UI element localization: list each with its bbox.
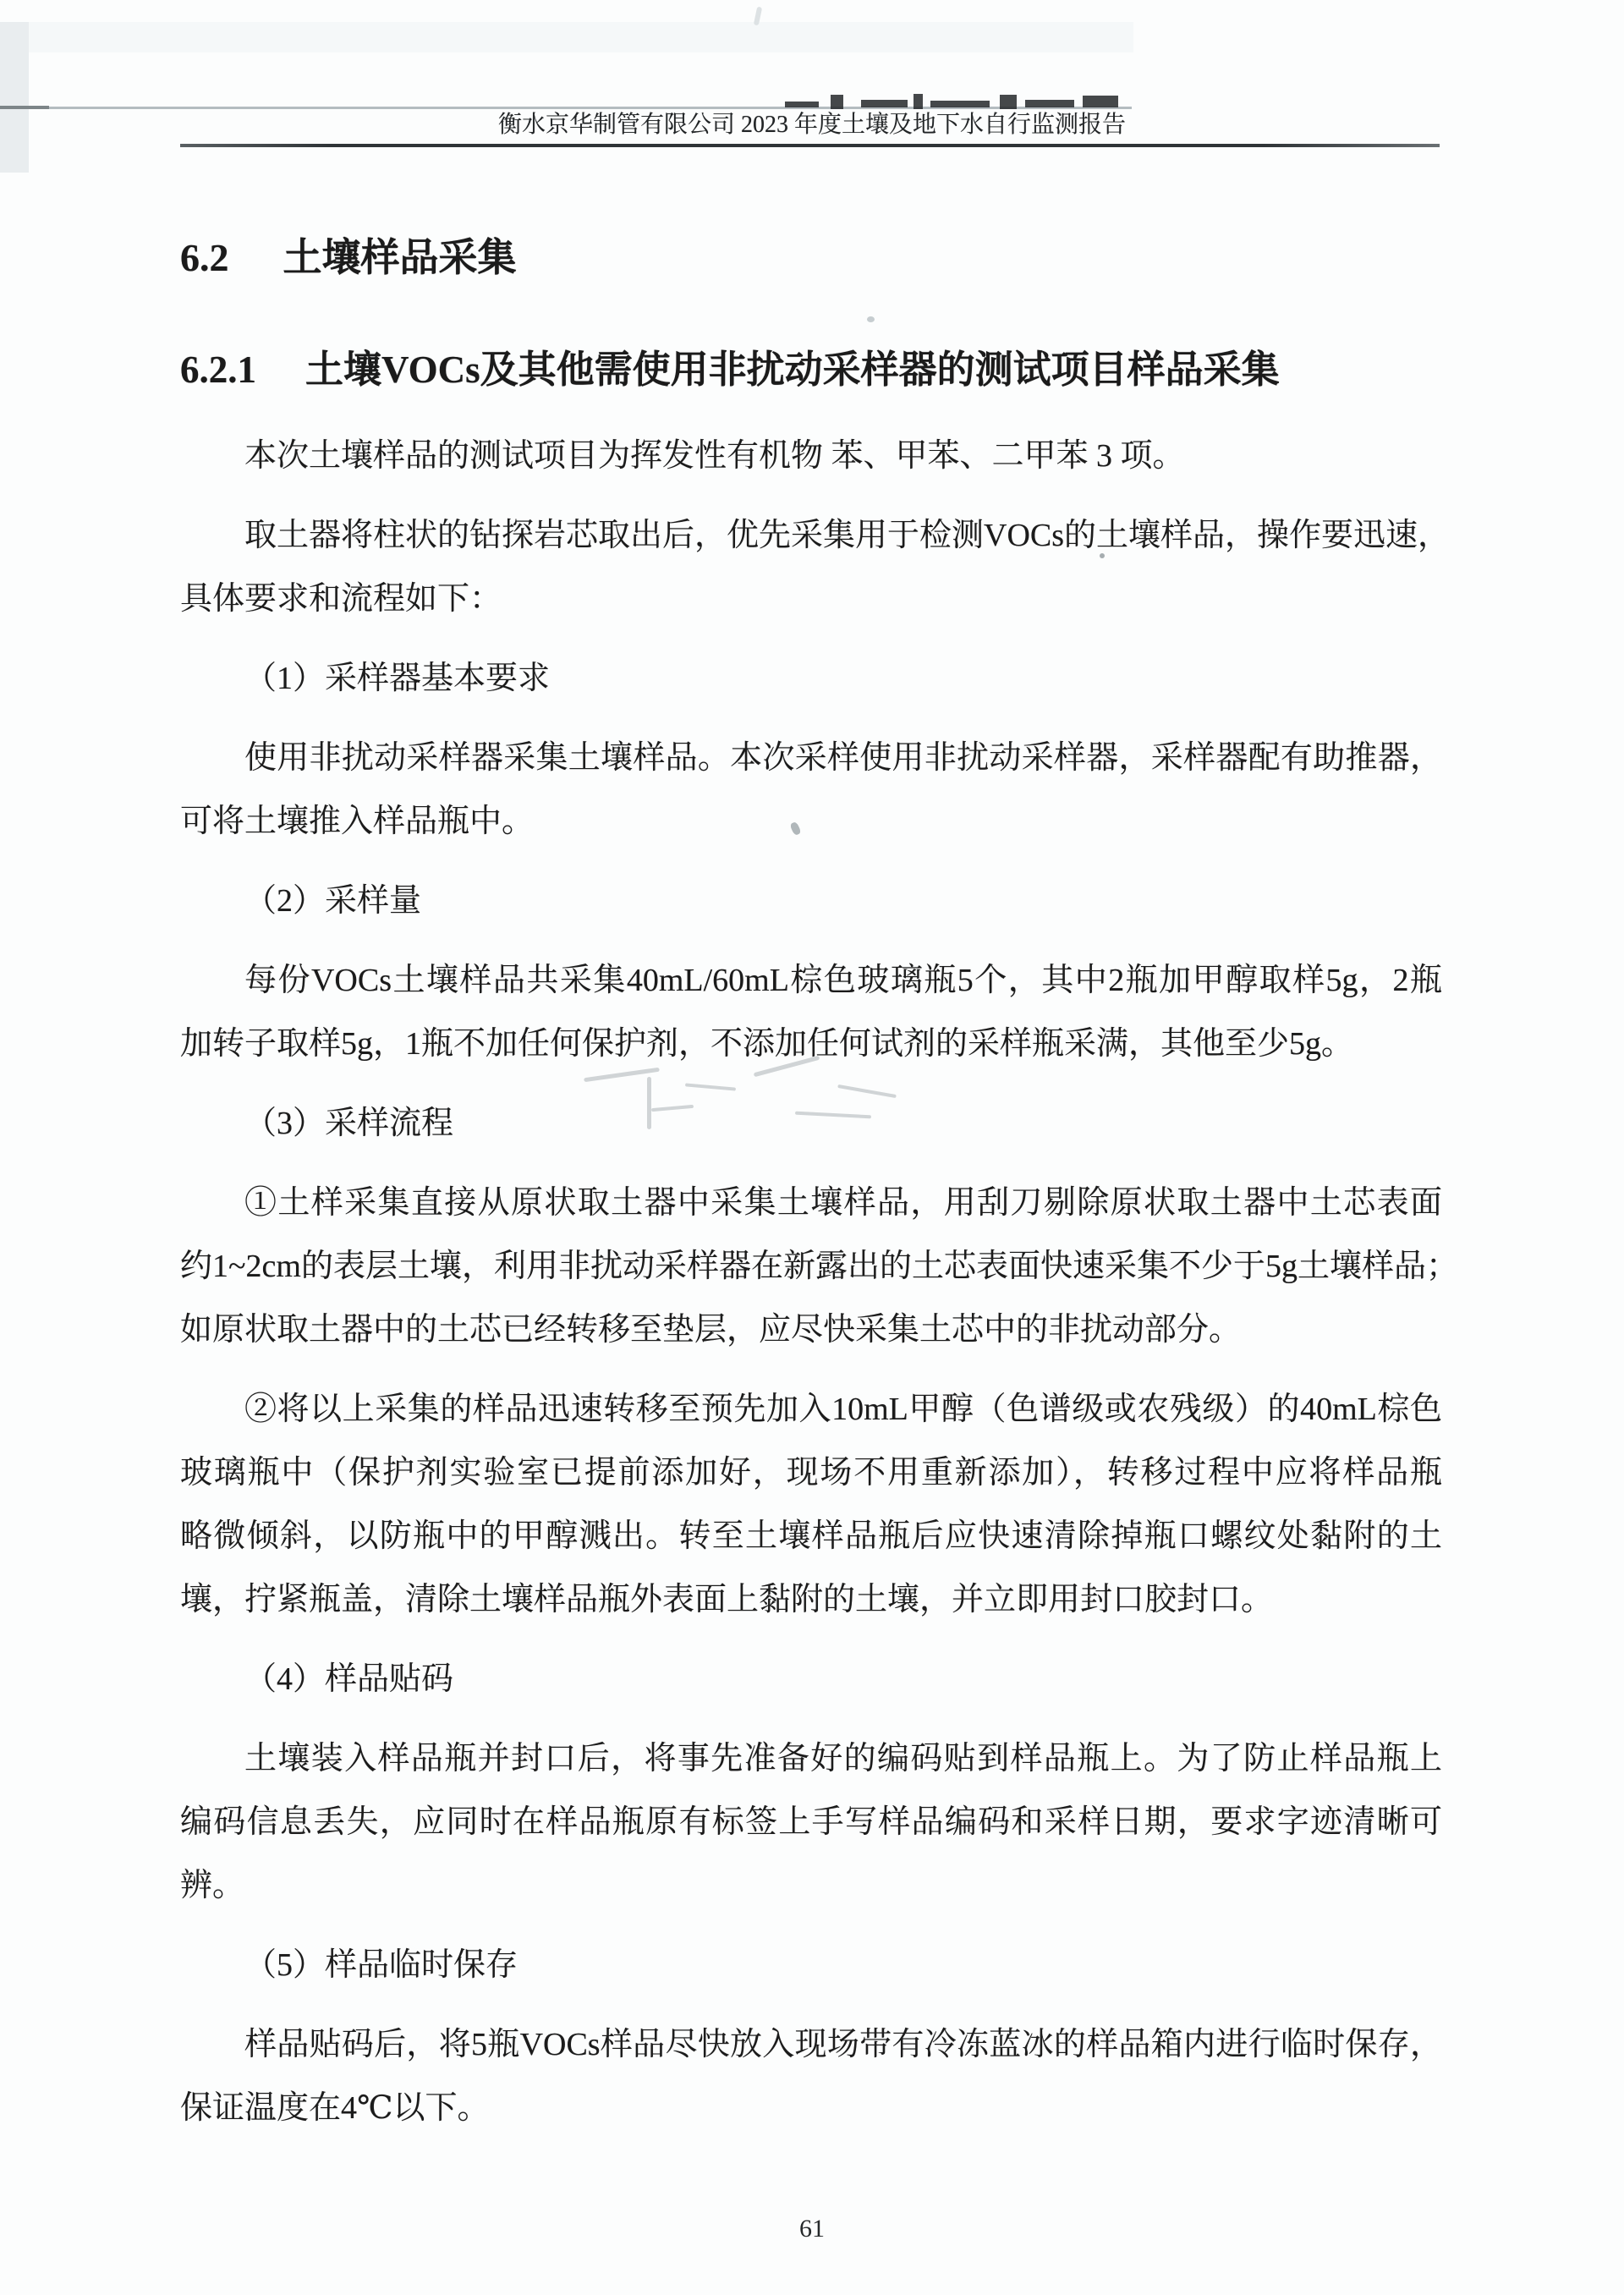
list-item-heading: （2）采样量: [244, 883, 422, 919]
body-line: 保证温度在4℃以下。: [180, 2090, 490, 2126]
body-line: 编码信息丢失，应同时在样品瓶原有标签上手写样品编码和采样日期，要求字迹清晰可: [180, 1804, 1442, 1840]
body-line: ②将以上采集的样品迅速转移至预先加入10mL甲醇（色谱级或农残级）的40mL棕色: [244, 1392, 1442, 1427]
body-line: 具体要求和流程如下：: [180, 581, 502, 617]
list-item-heading: （5）样品临时保存: [244, 1947, 518, 1983]
body-line: 辨。: [180, 1868, 245, 1903]
body-line: 玻璃瓶中（保护剂实验室已提前添加好，现场不用重新添加），转移过程中应将样品瓶: [180, 1455, 1442, 1491]
body-line: 取土器将柱状的钻探岩芯取出后，优先采集用于检测VOCs的土壤样品，操作要迅速，: [244, 518, 1451, 553]
body-line: 本次土壤样品的测试项目为挥发性有机物 苯、甲苯、二甲苯 3 项。: [244, 438, 1185, 474]
body-line: 每份VOCs土壤样品共采集40mL/60mL棕色玻璃瓶5个，其中2瓶加甲醇取样5g，2瓶: [244, 963, 1442, 998]
header-rule-dark: [180, 144, 1440, 147]
header-rule-light-tip: [0, 106, 49, 109]
body-line: 土壤装入样品瓶并封口后，将事先准备好的编码贴到样品瓶上。为了防止样品瓶上: [244, 1741, 1442, 1776]
scan-shading-band: [0, 22, 1133, 52]
section-heading-6-2: [180, 238, 517, 278]
scan-speck: [867, 316, 875, 322]
body-line: 约1~2cm的表层土壤，利用非扰动采样器在新露出的土芯表面快速采集不少于5g土壤样品；: [180, 1249, 1458, 1284]
section-number: 6.2: [180, 236, 229, 279]
subsection-number: 6.2.1: [180, 349, 256, 391]
body-line: 如原状取土器中的土芯已经转移至垫层，应尽快采集土芯中的非扰动部分。: [180, 1312, 1242, 1348]
list-item-heading: （1）采样器基本要求: [244, 661, 551, 696]
scan-artifact-smudge-row: [778, 93, 1142, 113]
body-line: 样品贴码后，将5瓶VOCs样品尽快放入现场带有冷冻蓝冰的样品箱内进行临时保存，: [244, 2027, 1442, 2062]
list-item-heading: （4）样品贴码: [244, 1661, 454, 1697]
body-line: 加转子取样5g，1瓶不加任何保护剂，不添加任何试剂的采样瓶采满，其他至少5g。: [180, 1026, 1354, 1062]
subsection-heading-6-2-1: [180, 349, 1280, 390]
body-line: 使用非扰动采样器采集土壤样品。本次采样使用非扰动采样器，采样器配有助推器，: [244, 740, 1442, 776]
body-line: 略微倾斜，以防瓶中的甲醇溅出。转至土壤样品瓶后应快速清除掉瓶口螺纹处黏附的土: [180, 1518, 1442, 1554]
scan-speck: [1100, 553, 1105, 558]
page-header-title: 衡水京华制管有限公司 2023 年度土壤及地下水自行监测报告: [497, 112, 1126, 138]
page-number: 61: [799, 2215, 825, 2243]
list-item-heading: （3）采样流程: [244, 1106, 454, 1141]
subsection-title: 土壤VOCs及其他需使用非扰动采样器的测试项目样品采集: [305, 349, 1280, 391]
scan-shading-left-strip: [0, 22, 29, 173]
scan-artifact-scribbles: [584, 1056, 973, 1136]
body-line: 可将土壤推入样品瓶中。: [180, 804, 535, 839]
body-line: ①土样采集直接从原状取土器中采集土壤样品，用刮刀剔除原状取土器中土芯表面: [244, 1185, 1442, 1221]
section-title: 土壤样品采集: [283, 236, 517, 279]
body-text: [180, 425, 1458, 2140]
body-line: 壤，拧紧瓶盖，清除土壤样品瓶外表面上黏附的土壤，并立即用封口胶封口。: [180, 1582, 1274, 1617]
